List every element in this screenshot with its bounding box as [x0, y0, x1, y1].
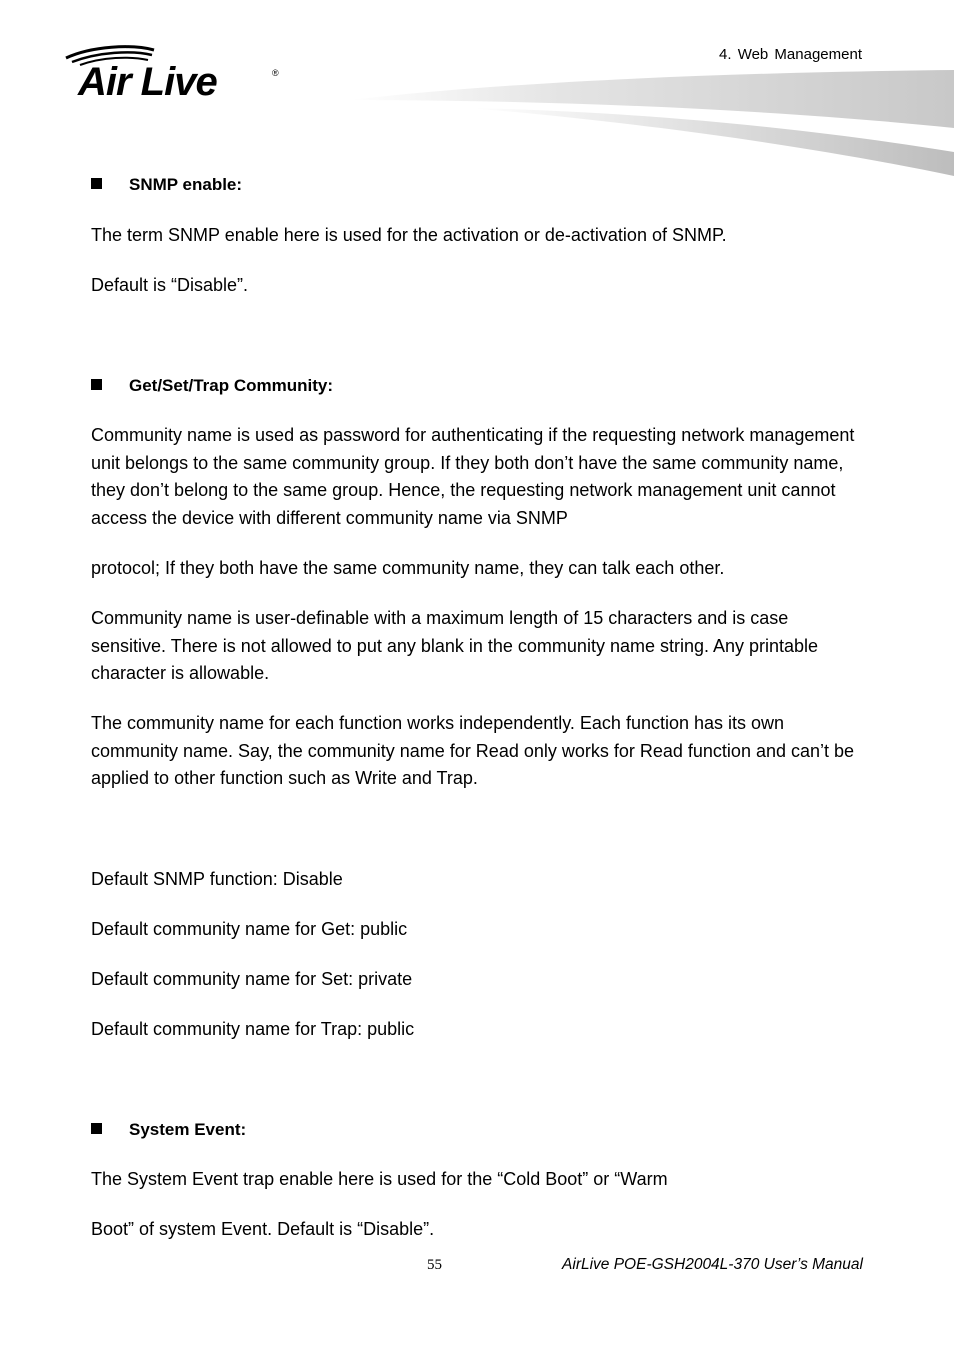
section-heading-community: Get/Set/Trap Community: — [91, 375, 866, 397]
default-line: Default community name for Trap: public — [91, 1019, 415, 1039]
square-bullet-icon — [91, 1123, 102, 1134]
paragraph: Community name is user-definable with a maximum length of 15 characters and is case sensitive. There is not allowed to put any blank in the community name string. Any printable character is allowable. — [91, 608, 819, 683]
paragraph: Community name is used as password for authenticating if the requesting network management unit belongs to the same community group. If they both don’t have the same community name, they don’t belong to the same group. Hence, the requesting network management unit cannot access the device with different community name via SNMP — [91, 425, 855, 528]
paragraph: The community name for each function works independently. Each function has its own community name. Say, the community name for Read only works for Read function and can’t be applied to other function such as Write and Trap. — [91, 713, 855, 788]
default-line: Default community name for Get: public — [91, 919, 408, 939]
section-heading-system-event: System Event: — [91, 1119, 866, 1141]
paragraph: Boot” of system Event. Default is “Disable”. — [91, 1219, 435, 1239]
paragraph: The System Event trap enable here is used for the “Cold Boot” or “Warm — [91, 1169, 668, 1189]
logo-registered-mark: ® — [272, 68, 279, 78]
default-line: Default community name for Set: private — [91, 969, 413, 989]
paragraph: protocol; If they both have the same community name, they can talk each other. — [91, 558, 725, 578]
default-line: Default SNMP function: Disable — [91, 869, 343, 889]
chapter-title: 4. Web Management — [719, 46, 862, 63]
square-bullet-icon — [91, 178, 102, 189]
paragraph: The term SNMP enable here is used for the activation or de-activation of SNMP. — [91, 225, 727, 245]
airlive-logo — [62, 42, 292, 112]
manual-title: AirLive POE-GSH2004L-370 User’s Manual — [562, 1256, 863, 1273]
section-heading-snmp-enable: SNMP enable: — [91, 174, 866, 196]
square-bullet-icon — [91, 379, 102, 390]
logo-text: Air Live — [78, 60, 217, 104]
paragraph: Default is “Disable”. — [91, 275, 249, 295]
page-number: 55 — [427, 1257, 442, 1273]
